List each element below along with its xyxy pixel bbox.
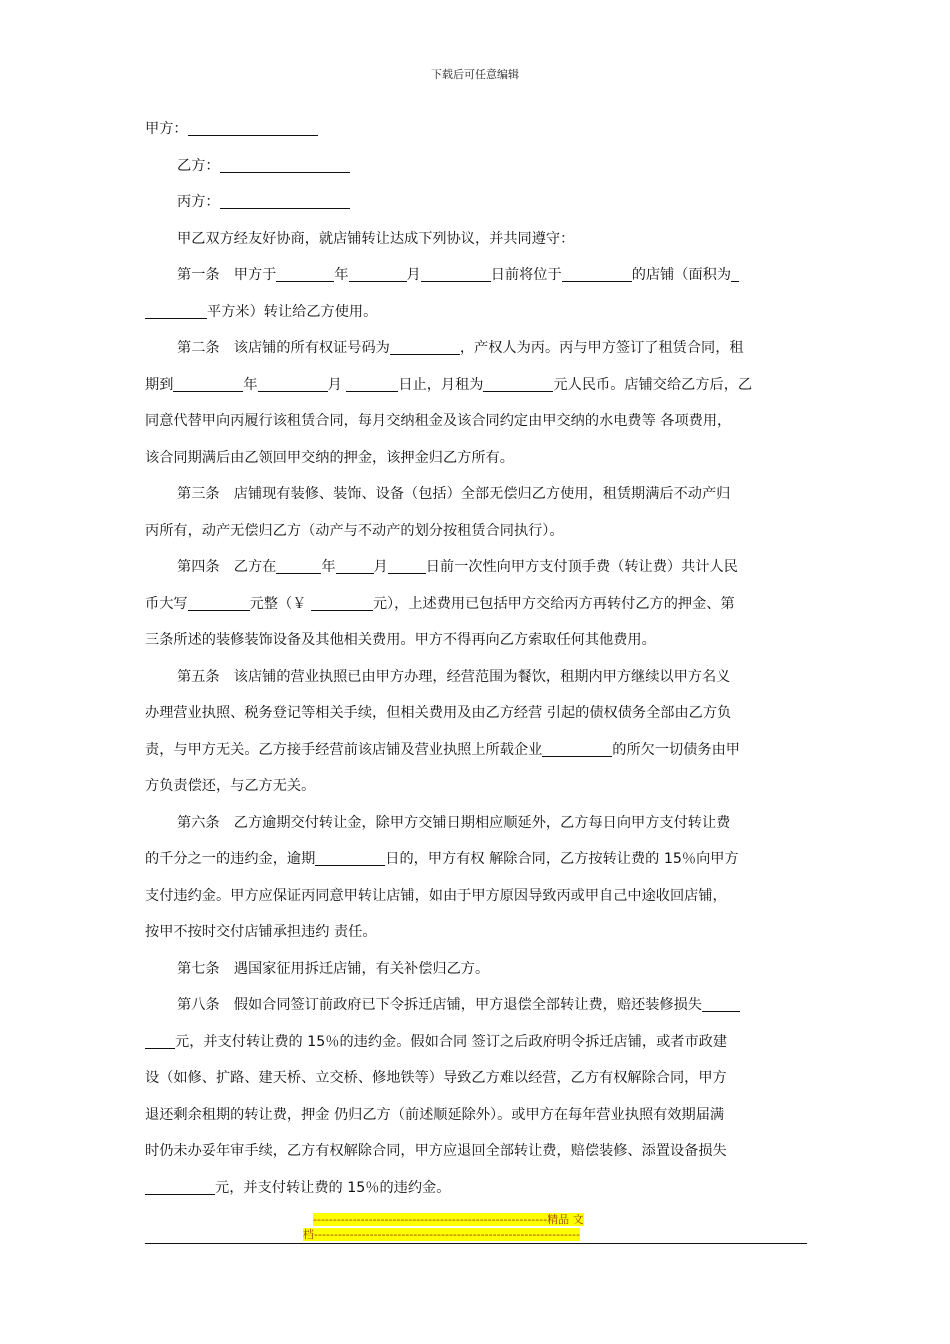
- article-8-line-4: 退还剩余租期的转让费，押金 仍归乙方（前述顺延除外）。或甲方在每年营业执照有效期届满: [145, 1106, 725, 1123]
- article-1-text: 日前将位于: [490, 267, 562, 283]
- article-6-text: 日的，甲方有权 解除合同，乙方按转让费的 15％向甲方: [385, 851, 739, 867]
- article-5-line-1: 第五条 该店铺的营业执照已由甲方办理，经营范围为餐饮，租期内甲方继续以甲方名义: [177, 668, 731, 685]
- article-3-line-1: 第三条 店铺现有装修、装饰、设备（包括）全部无偿归乙方使用，租赁期满后不动产归: [177, 486, 731, 502]
- footer-watermark-line-2: [303, 1228, 653, 1242]
- blank: [388, 559, 426, 574]
- footer-watermark-text: -----------------------------------------------------------精品 文: [313, 1213, 584, 1226]
- page-header: 下载后可任意编辑: [431, 68, 519, 81]
- blank: [336, 559, 374, 574]
- article-6-line-1: 第六条 乙方逾期交付转让金，除甲方交铺日期相应顺延外，乙方每日向甲方支付转让费: [177, 814, 731, 831]
- contract-body: [145, 111, 807, 1206]
- article-4-line-2: [145, 586, 807, 623]
- blank: [311, 595, 373, 610]
- article-5-line-3: [145, 732, 807, 769]
- article-4-text: 元整（￥: [249, 595, 307, 612]
- article-1-text: 第一条 甲方于: [177, 267, 277, 283]
- blank: [315, 851, 385, 866]
- article-8-text: 元，并支付转让费的 15％的违约金。假如合同 签订之后政府明令拆迁店铺，或者市政建: [175, 1033, 728, 1050]
- article-4-text: 年: [321, 559, 336, 575]
- article-1-text: 年: [334, 267, 349, 283]
- article-5-text: 的所欠一切债务由甲: [612, 741, 740, 758]
- blank: [421, 267, 491, 282]
- party-c-label: 丙方：: [177, 194, 220, 210]
- article-6-text: 的千分之一的违约金，逾期: [145, 851, 316, 867]
- blank: [145, 1179, 215, 1194]
- article-8-line-5: 时仍未办妥年审手续，乙方有权解除合同，甲方应退回全部转让费，赔偿装修、添置设备损失: [145, 1143, 727, 1159]
- article-4-text: 日前一次性向甲方支付顶手费（转让费）共计人民: [425, 559, 738, 575]
- article-8-line-3: 设（如修、扩路、建天桥、立交桥、修地铁等）导致乙方难以经营，乙方有权解除合同，甲方: [145, 1070, 727, 1086]
- article-4-line-3: 三条所述的装修装饰设备及其他相关费用。甲方不得再向乙方索取任何其他费用。: [145, 632, 656, 648]
- blank: [731, 267, 739, 282]
- article-8-line-6: [145, 1170, 807, 1207]
- article-2-line-3: 同意代替甲向丙履行该租赁合同，每月交纳租金及该合同约定由甲交纳的水电费等 各项费用，: [145, 413, 732, 429]
- blank: [173, 376, 243, 391]
- article-1-line-1: [145, 257, 807, 294]
- article-4-text: 第四条 乙方在: [177, 559, 277, 575]
- blank: [390, 340, 460, 355]
- blank: [542, 741, 612, 756]
- article-2-line-1: [145, 330, 807, 367]
- article-2-text: 元人民币。店铺交给乙方后，乙: [553, 376, 753, 393]
- article-4-text: 元），上述费用已包括甲方交给丙方再转付乙方的押金、第: [372, 595, 735, 612]
- party-a-label: 甲方：: [145, 121, 188, 137]
- article-1-text: 月: [406, 267, 421, 283]
- article-8-line-1: [145, 987, 807, 1024]
- article-5-line-4: 方负责偿还，与乙方无关。: [145, 778, 316, 794]
- blank: [276, 559, 321, 574]
- article-2-text: 日止，月租为: [398, 376, 484, 393]
- blank: [145, 303, 207, 318]
- intro-line: 甲乙双方经友好协商，就店铺转让达成下列协议，并共同遵守：: [177, 230, 575, 247]
- article-6-line-2: [145, 841, 807, 878]
- blank: [276, 267, 334, 282]
- article-1-text: 平方米）转让给乙方使用。: [207, 303, 378, 320]
- article-2-text: 第二条 该店铺的所有权证号码为: [177, 340, 390, 356]
- article-6-line-4: 按甲不按时交付店铺承担违约 责任。: [145, 924, 377, 940]
- party-c-blank: [220, 194, 350, 209]
- article-1-text: 的店铺（面积为: [631, 267, 732, 283]
- footer-watermark-text: 档-------------------------------------------------------------------: [303, 1228, 580, 1241]
- footer-rule: [145, 1243, 807, 1244]
- party-a-line: [145, 111, 807, 148]
- blank: [145, 1033, 175, 1048]
- article-2-line-4: 该合同期满后由乙领回甲交纳的押金，该押金归乙方所有。: [145, 449, 514, 466]
- article-2-text: ，产权人为丙。丙与甲方签订了租赁合同，租: [459, 340, 744, 356]
- article-4-text: 币大写: [145, 595, 188, 612]
- article-4-text: 月: [373, 559, 388, 575]
- article-4-line-1: [145, 549, 807, 586]
- article-2-line-2: [145, 367, 807, 404]
- article-7-line-1: 第七条 遇国家征用拆迁店铺，有关补偿归乙方。: [177, 960, 490, 977]
- blank: [188, 595, 250, 610]
- article-1-line-2: [145, 294, 807, 331]
- article-2-text: 期到: [145, 376, 174, 393]
- footer-watermark-line-1: [313, 1213, 643, 1227]
- party-c-line: [145, 184, 807, 221]
- article-6-line-3: 支付违约金。甲方应保证丙同意甲转让店铺，如由于甲方原因导致丙或甲自己中途收回店铺，: [145, 887, 727, 904]
- blank: [346, 376, 398, 391]
- article-2-text: 年: [243, 376, 258, 393]
- party-a-blank: [188, 121, 318, 136]
- article-5-line-2: 办理营业执照、税务登记等相关手续，但相关费用及由乙方经营 引起的债权债务全部由乙方负: [145, 705, 732, 721]
- article-8-text: 元，并支付转让费的 15％的违约金。: [215, 1179, 451, 1196]
- blank: [349, 267, 407, 282]
- party-b-line: [145, 148, 807, 185]
- article-3-line-2: 丙所有，动产无偿归乙方（动产与不动产的划分按租赁合同执行）。: [145, 522, 564, 539]
- party-b-blank: [220, 157, 350, 172]
- blank: [258, 376, 328, 391]
- article-2-text: 月: [327, 376, 342, 393]
- article-8-text: 第八条 假如合同签订前政府已下令拆迁店铺，甲方退偿全部转让费，赔还装修损失: [177, 997, 702, 1013]
- article-5-text: 责，与甲方无关。乙方接手经营前该店铺及营业执照上所载企业: [145, 741, 543, 758]
- article-8-line-2: [145, 1024, 807, 1061]
- blank: [483, 376, 553, 391]
- blank: [702, 997, 740, 1012]
- party-b-label: 乙方：: [177, 157, 220, 174]
- blank: [562, 267, 632, 282]
